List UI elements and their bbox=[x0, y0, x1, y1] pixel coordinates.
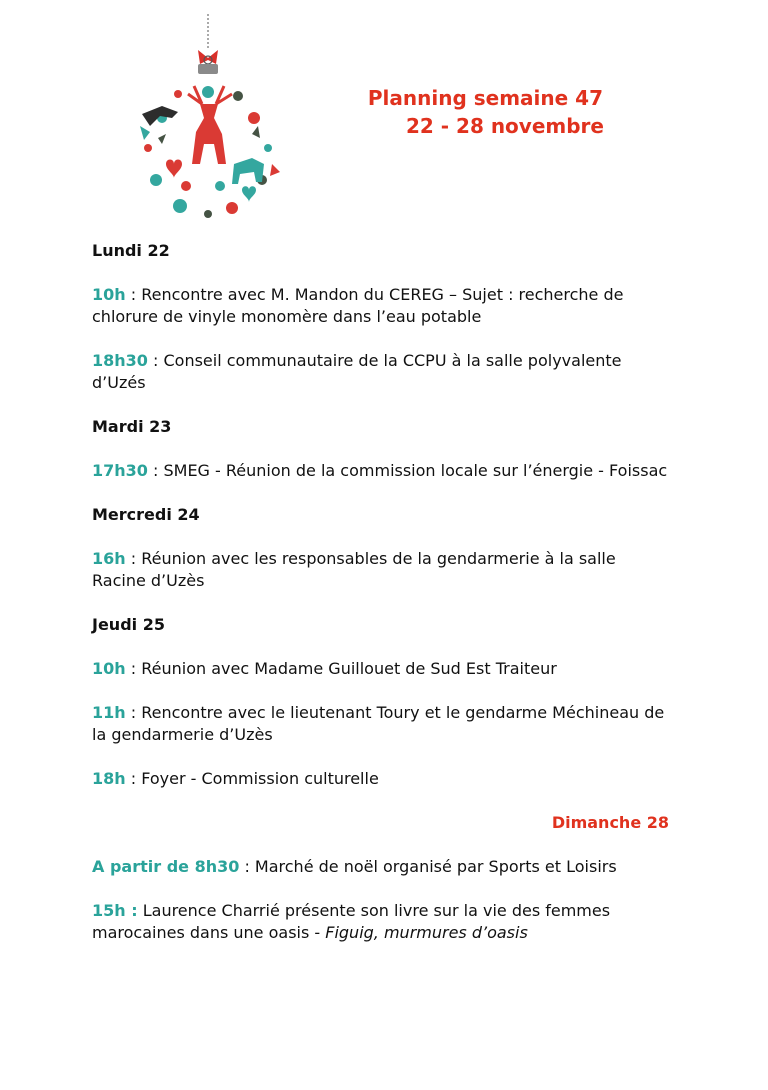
schedule-entry bbox=[92, 900, 672, 944]
entry-separator: : bbox=[125, 285, 142, 304]
schedule-entry bbox=[92, 460, 672, 482]
entry-time: 18h30 bbox=[92, 351, 148, 370]
day-heading: Lundi 22 bbox=[92, 241, 170, 260]
page-title bbox=[310, 84, 606, 140]
schedule-entry bbox=[92, 658, 672, 680]
entry-separator: : bbox=[125, 549, 142, 568]
schedule-entry bbox=[92, 768, 672, 790]
entry-text: Rencontre avec M. Mandon du CEREG – Sujet : recherche de chlorure de vinyle monomère dans l’eau potable bbox=[92, 285, 624, 326]
entry-separator: : bbox=[125, 659, 142, 678]
entry-time: 17h30 bbox=[92, 461, 148, 480]
entry-time: A partir de 8h30 bbox=[92, 857, 240, 876]
entry-text: Réunion avec les responsables de la gendarmerie à la salle Racine d’Uzès bbox=[92, 549, 616, 590]
entry-separator: : bbox=[125, 703, 142, 722]
entry-time: 15h : bbox=[92, 901, 138, 920]
schedule-entry bbox=[92, 548, 672, 592]
entry-time: 16h bbox=[92, 549, 126, 568]
schedule bbox=[92, 240, 672, 944]
entry-text: Rencontre avec le lieutenant Toury et le gendarme Méchineau de la gendarmerie d’Uzès bbox=[92, 703, 665, 744]
book-title: Figuig, murmures d’oasis bbox=[325, 923, 528, 942]
title-dates: 22 - 28 novembre bbox=[405, 114, 604, 138]
entry-text: Conseil communautaire de la CCPU à la salle polyvalente d’Uzés bbox=[92, 351, 622, 392]
entry-text: Réunion avec Madame Guillouet de Sud Est Traiteur bbox=[141, 659, 557, 678]
schedule-entry bbox=[92, 856, 672, 878]
day-heading: Dimanche 28 bbox=[551, 813, 669, 832]
entry-text: Foyer - Commission culturelle bbox=[141, 769, 379, 788]
day-heading: Mercredi 24 bbox=[92, 505, 200, 524]
day-heading: Jeudi 25 bbox=[92, 615, 165, 634]
entry-time: 11h bbox=[92, 703, 126, 722]
entry-separator: : bbox=[125, 769, 142, 788]
entry-time: 10h bbox=[92, 285, 126, 304]
entry-separator: : bbox=[239, 857, 255, 876]
day-heading: Mardi 23 bbox=[92, 417, 172, 436]
schedule-entry bbox=[92, 284, 672, 328]
entry-time: 18h bbox=[92, 769, 126, 788]
entry-text: Laurence Charrié présente son livre sur la vie des femmes marocaines dans une oasis - bbox=[92, 901, 611, 942]
entry-text: Marché de noël organisé par Sports et Loisirs bbox=[254, 857, 617, 876]
entry-text: SMEG - Réunion de la commission locale sur l’énergie - Foissac bbox=[163, 461, 668, 480]
entry-separator: : bbox=[147, 351, 164, 370]
schedule-entry bbox=[92, 702, 672, 746]
schedule-entry bbox=[92, 350, 672, 394]
entry-separator: : bbox=[147, 461, 164, 480]
entry-time: 10h bbox=[92, 659, 126, 678]
christmas-ornament-icon bbox=[122, 14, 292, 226]
title-week: Planning semaine 47 bbox=[367, 86, 603, 110]
